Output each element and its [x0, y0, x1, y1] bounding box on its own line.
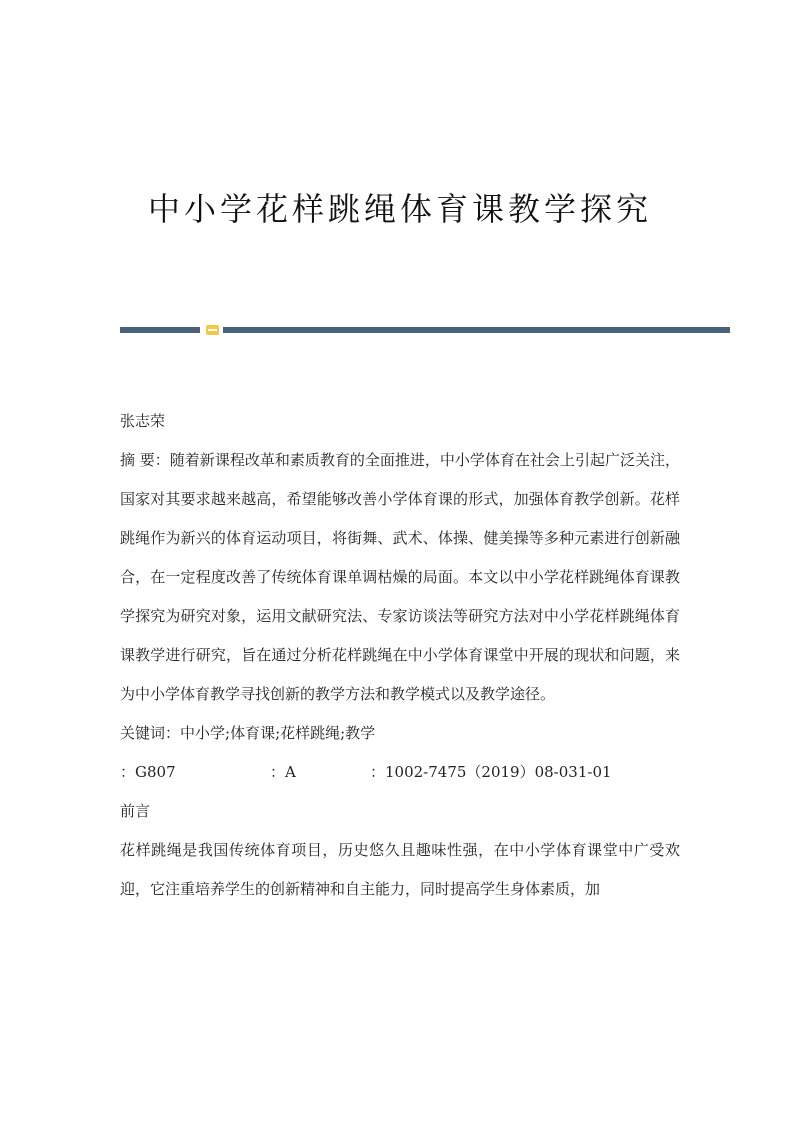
page-title: 中小学花样跳绳体育课教学探究	[147, 190, 652, 228]
article-body	[120, 402, 680, 909]
abstract-text: 随着新课程改革和素质教育的全面推进，中小学体育在社会上引起广泛关注，国家对其要求越来越高，希望能够改善小学体育课的形式，加强体育教学创新。花样跳绳作为新兴的体育运动项目，将街舞、武术、体操、健美操等多种元素进行创新融合，在一定程度改善了传统体育课单调枯燥的局面。本文以中小学花样跳绳体育课教学探究为研究对象，运用文献研究法、专家访谈法等研究方法对中小学花样跳绳体育课教学进行研究，旨在通过分析花样跳绳在中小学体育课堂中开展的现状和问题，来为中小学体育教学寻找创新的教学方法和教学模式以及教学途径。	[120, 451, 680, 703]
article-id: ：1002-7475（2019）08-031-01	[370, 763, 612, 781]
document-code: ：A	[270, 763, 296, 781]
title-divider	[120, 325, 730, 333]
keywords	[120, 714, 680, 753]
divider-bar-left	[120, 327, 200, 333]
abstract-label: 摘 要：	[120, 451, 170, 469]
preface-text: 花样跳绳是我国传统体育项目，历史悠久且趣味性强，在中小学体育课堂中广受欢迎，它注重培养学生的创新精神和自主能力，同时提高学生身体素质，加	[120, 841, 680, 898]
preface-heading: 前言	[120, 802, 151, 820]
keywords-text: 中小学;体育课;花样跳绳;教学	[180, 724, 376, 742]
clc-number: ：G807	[120, 763, 176, 781]
keywords-label: 关键词：	[120, 724, 181, 742]
classification-line	[120, 753, 680, 792]
author: 张志荣	[120, 412, 166, 430]
divider-ornament-icon	[206, 325, 219, 335]
divider-bar-right	[223, 327, 730, 333]
abstract	[120, 441, 680, 714]
